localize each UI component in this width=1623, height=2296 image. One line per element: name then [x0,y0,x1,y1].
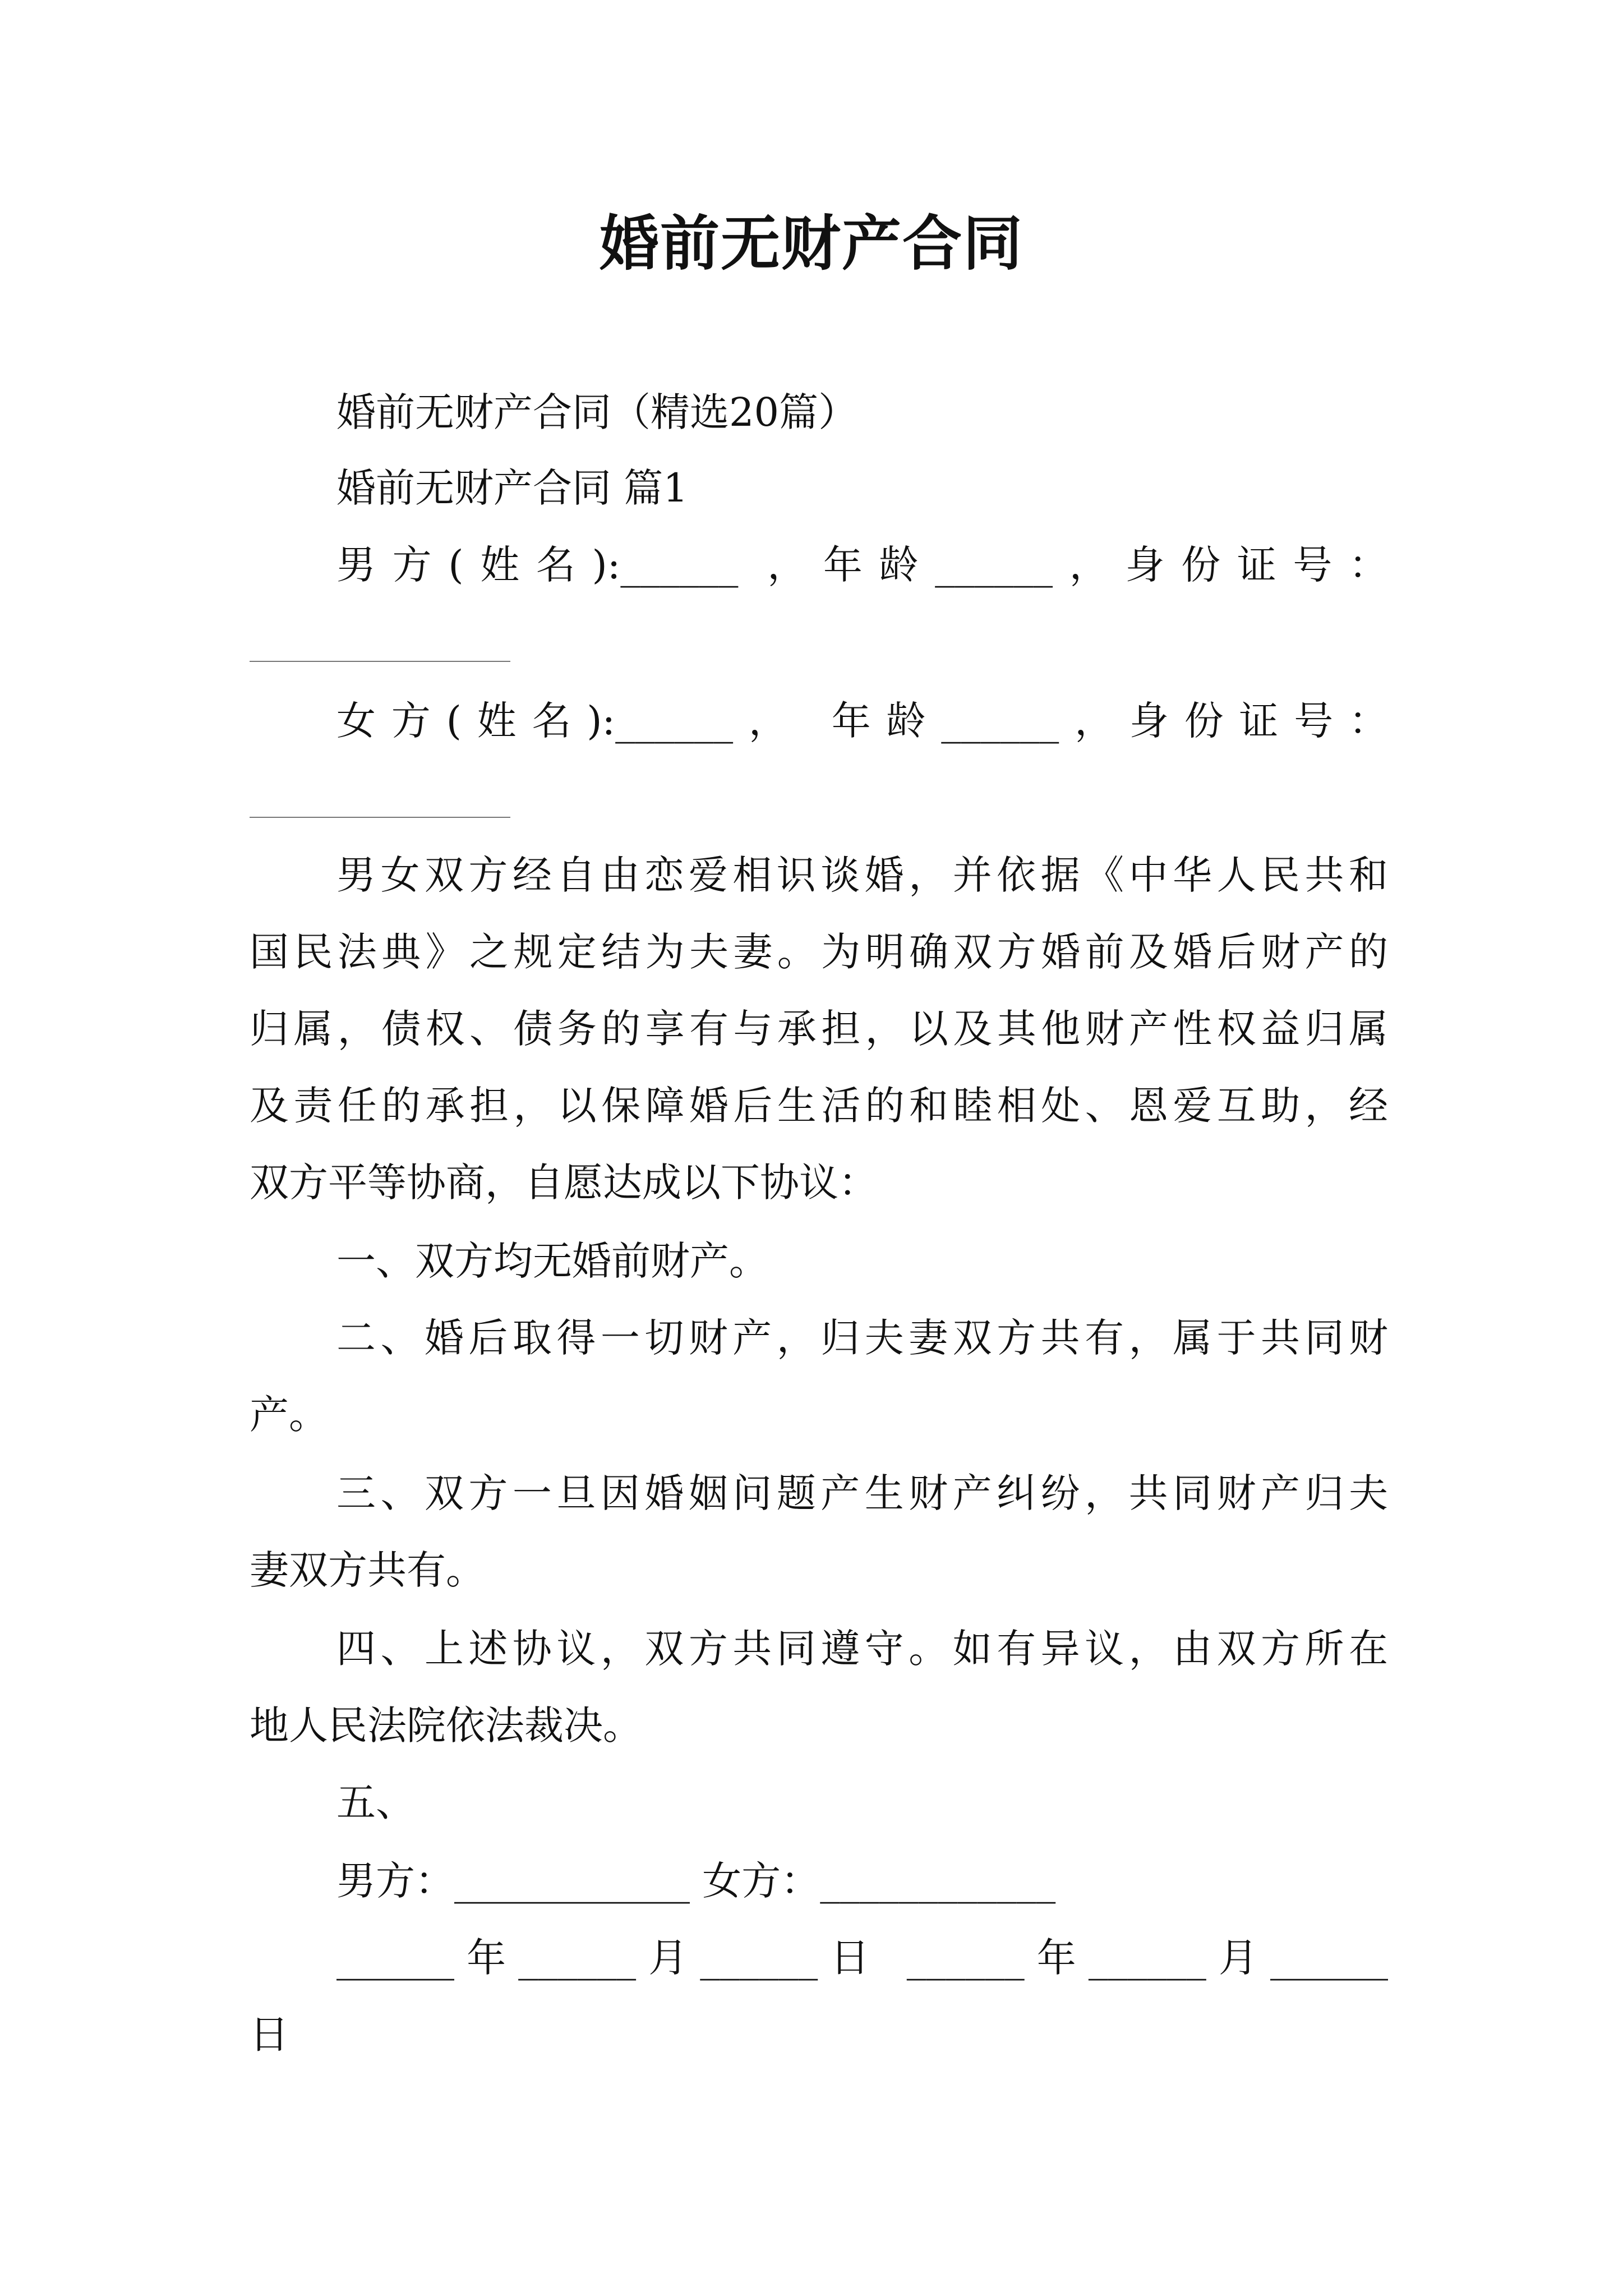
subtitle: 婚前无财产合同（精选20篇） [336,389,858,435]
male-info-line: 男方(姓名):______ ，年龄______，身份证号： [336,542,1388,588]
clause-3-line-1: 三、双方一旦因婚姻问题产生财产纠纷，共同财产归夫 [336,1470,1388,1516]
date-line: ______年______月______日 ______年______月______ [336,1935,1388,1981]
signature-line: 男方：____________ 女方：____________ [336,1858,1056,1904]
document-title: 婚前无财产合同 [600,209,1023,278]
clause-2-line-2: 产。 [250,1392,328,1438]
clause-2-line-1: 二、婚后取得一切财产，归夫妻双方共有，属于共同财 [336,1315,1388,1361]
intro-line-1: 男女双方经自由恋爱相识谈婚，并依据《中华人民共和 [336,852,1388,898]
clause-4-line-2: 地人民法院依法裁决。 [250,1703,642,1749]
date-line-end: 日 [250,2012,289,2058]
intro-line-5: 双方平等协商，自愿达成以下协议： [250,1159,878,1205]
clause-1: 一、双方均无婚前财产。 [336,1238,768,1284]
section-heading: 婚前无财产合同 篇1 [336,465,688,511]
clause-3-line-2: 妻双方共有。 [250,1547,485,1593]
female-info-line: 女方(姓名):______， 年龄______，身份证号： [336,698,1388,744]
clause-5: 五、 [336,1779,415,1825]
clause-4-line-1: 四、上述协议，双方共同遵守。如有异议，由双方所在 [336,1626,1388,1672]
male-id-blank [250,661,510,662]
intro-line-3: 归属，债权、债务的享有与承担，以及其他财产性权益归属 [250,1006,1388,1052]
intro-line-4: 及责任的承担，以保障婚后生活的和睦相处、恩爱互助，经 [250,1083,1388,1129]
intro-line-2: 国民法典》之规定结为夫妻。为明确双方婚前及婚后财产的 [250,929,1388,975]
female-id-blank [250,817,510,818]
